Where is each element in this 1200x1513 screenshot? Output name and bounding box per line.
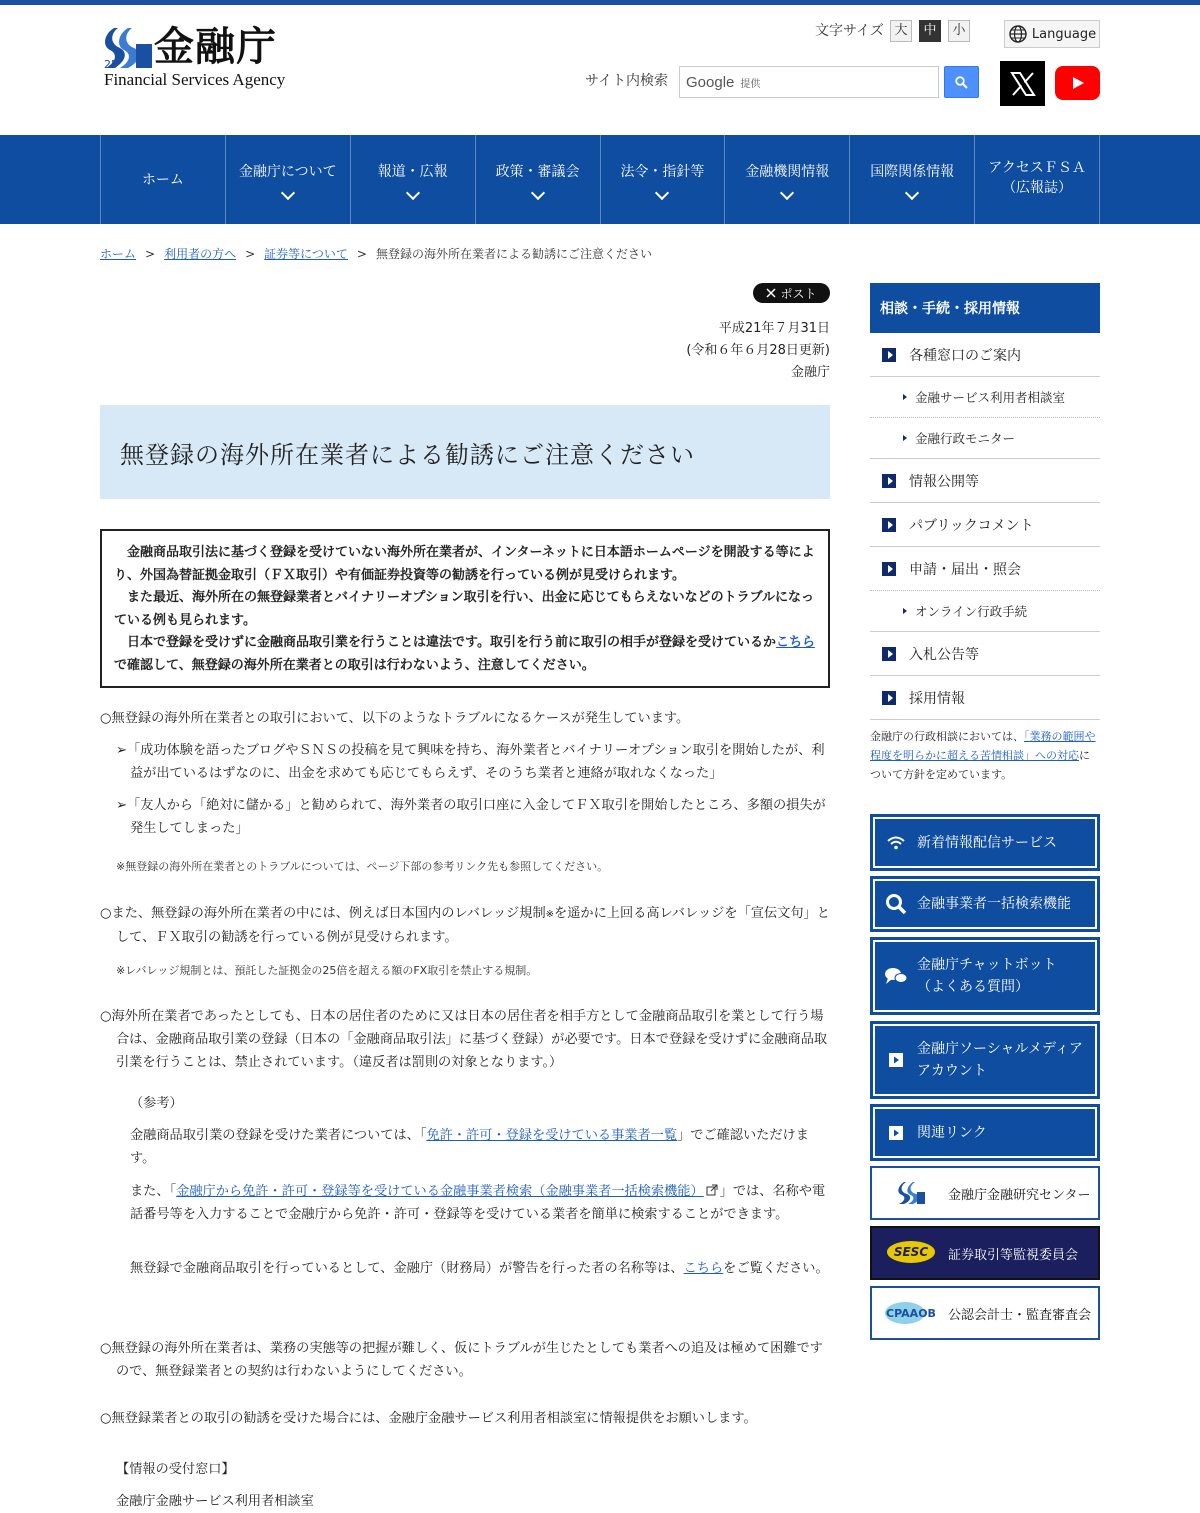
link-label: 金融庁金融研究センター bbox=[948, 1187, 1091, 1203]
breadcrumb-separator: > bbox=[145, 247, 156, 261]
fsa-logo-mark bbox=[100, 24, 152, 70]
arrow-icon bbox=[885, 1126, 907, 1140]
note-text: 金融庁の行政相談においては、 bbox=[870, 730, 1024, 743]
reference-text: 金融商品取引業の登録を受けた業者については、「 bbox=[130, 1128, 427, 1143]
reference-text: 」でご確認いただけます。 bbox=[130, 1128, 809, 1166]
chevron-down-icon bbox=[530, 185, 544, 199]
svg-text:25: 25 bbox=[104, 58, 118, 71]
notice-paragraph: また最近、海外所在の無登録業者とバイナリーオプション取引を行い、出金に応じてもらえないなどのトラブルになっている例も見られます。 bbox=[114, 590, 815, 628]
operator-search-button[interactable] bbox=[870, 876, 1100, 932]
global-nav-items bbox=[100, 135, 1100, 224]
button-label: 金融事業者一括検索機能 bbox=[917, 896, 1071, 912]
button-label: 新着情報配信サービス bbox=[917, 834, 1057, 851]
logo-english-name: Financial Services Agency bbox=[104, 70, 286, 89]
sidebar-heading: 相談・手続・採用情報 bbox=[870, 283, 1100, 333]
x-logo-icon bbox=[1009, 70, 1037, 98]
reference-paragraph bbox=[130, 1180, 830, 1226]
nav-label: ホーム bbox=[141, 171, 184, 188]
nav-item-access-fsa[interactable] bbox=[975, 135, 1100, 224]
svg-text:CPAAOB: CPAAOB bbox=[886, 1307, 936, 1320]
breadcrumb-securities[interactable]: 証券等について bbox=[264, 247, 348, 261]
nav-item-institutions[interactable] bbox=[725, 135, 850, 224]
warning-notice-box bbox=[100, 529, 830, 688]
nav-label: 金融機関情報 bbox=[745, 163, 830, 180]
chatbot-button[interactable] bbox=[870, 937, 1100, 1015]
sidebar-item-bidding[interactable] bbox=[870, 632, 1100, 676]
breadcrumb-users[interactable]: 利用者の方へ bbox=[164, 247, 237, 261]
nav-item-press[interactable] bbox=[351, 135, 476, 224]
font-size-label: 文字サイズ bbox=[815, 23, 884, 39]
operator-search-link[interactable]: 金融庁から免許・許可・登録等を受けている金融事業者検索（金融事業者一括検索機能） bbox=[176, 1184, 704, 1199]
section-text: を遥かに上回る高レバレッジを「宣伝文句」として、ＦＸ取引の勧誘を行っている例が見受けられます。 bbox=[116, 906, 830, 945]
contact-label: 【情報の受付窓口】 bbox=[116, 1462, 235, 1477]
chat-icon bbox=[885, 966, 907, 986]
reference-paragraph bbox=[130, 1257, 830, 1280]
link-label: 証券取引等監視委員会 bbox=[948, 1247, 1079, 1263]
chevron-down-icon bbox=[406, 185, 420, 199]
sidebar-item-label: 採用情報 bbox=[909, 690, 965, 707]
arrow-square-icon bbox=[882, 474, 896, 488]
button-label: 関連リンク bbox=[917, 1124, 987, 1141]
triangle-icon bbox=[903, 435, 907, 441]
sidebar-policy-note bbox=[870, 727, 1100, 784]
breadcrumb bbox=[100, 245, 652, 262]
nav-item-international[interactable] bbox=[850, 135, 975, 224]
updated-date: (令和６年６月28日更新) bbox=[686, 343, 830, 358]
svg-text:SESC: SESC bbox=[893, 1245, 929, 1259]
section-note: ※レバレッジ規制とは、預託した証拠金の25倍を超える額のFX取引を禁止する規制。 bbox=[116, 964, 538, 977]
notice-paragraph bbox=[114, 632, 816, 677]
x-post-button[interactable] bbox=[753, 283, 830, 303]
publish-info bbox=[686, 318, 830, 384]
sidebar-subitem-monitor[interactable] bbox=[870, 418, 1100, 459]
notice-paragraph: 金融商品取引法に基づく登録を受けていない海外所在業者が、インターネットに日本語ホームページを開設する等により、外国為替証拠金取引（ＦＸ取引）や有価証券投資等の勧誘を行っている例が見受けられます。 bbox=[114, 545, 815, 583]
section-report: ○無登録業者との取引の勧誘を受けた場合には、金融庁金融サービス利用者相談室に情報提供をお願いします。 bbox=[100, 1411, 757, 1426]
sidebar-subitem-consultation[interactable] bbox=[870, 377, 1100, 418]
sesc-link[interactable] bbox=[870, 1226, 1100, 1280]
google-logo: Google bbox=[686, 73, 735, 91]
nav-label: アクセスＦＳＡ （広報誌） bbox=[988, 159, 1086, 196]
page-title-box bbox=[100, 405, 830, 499]
font-size-large-button[interactable]: 大 bbox=[890, 20, 912, 42]
link-label: 公認会計士・監査審査会 bbox=[948, 1307, 1092, 1323]
breadcrumb-home[interactable]: ホーム bbox=[100, 247, 137, 261]
font-size-small-button[interactable]: 小 bbox=[948, 20, 970, 42]
font-size-medium-button[interactable]: 中 bbox=[919, 20, 941, 42]
research-center-link[interactable] bbox=[870, 1166, 1100, 1220]
site-logo[interactable] bbox=[100, 22, 300, 92]
reference-text: 無登録で金融商品取引を行っているとして、金融庁（財務局）が警告を行った者の名称等は、 bbox=[130, 1261, 684, 1276]
sidebar-item-label: 各種窓口のご案内 bbox=[909, 347, 1021, 364]
social-media-button[interactable] bbox=[870, 1021, 1100, 1099]
notice-text: 日本で登録を受けずに金融商品取引業を行うことは違法です。取引を行う前に取引の相手が登録を受けているか bbox=[127, 635, 776, 650]
chevron-down-icon bbox=[281, 185, 295, 199]
complaint-policy-link[interactable]: 「業務の範囲や程度を明らかに超える苦情相談」への対応 bbox=[870, 730, 1096, 762]
nav-item-about[interactable] bbox=[226, 135, 351, 224]
language-label: Language bbox=[1031, 26, 1097, 42]
note-mark: ※ bbox=[545, 909, 555, 920]
globe-icon bbox=[1008, 24, 1028, 44]
youtube-button[interactable] bbox=[1055, 66, 1100, 100]
arrow-square-icon bbox=[882, 691, 896, 705]
breadcrumb-current: 無登録の海外所在業者による勧誘にご注意ください bbox=[375, 247, 652, 261]
publish-date: 平成21年７月31日 bbox=[718, 321, 830, 336]
contact-name: 金融庁金融サービス利用者相談室 bbox=[116, 1494, 314, 1509]
search-icon bbox=[885, 893, 907, 915]
fsa-logo-mark bbox=[882, 1180, 940, 1206]
news-delivery-button[interactable] bbox=[870, 814, 1100, 871]
reference-text: をご覧ください。 bbox=[723, 1261, 829, 1276]
section-leverage bbox=[100, 902, 830, 949]
sidebar-item-recruitment[interactable] bbox=[870, 676, 1100, 720]
note-text: について方針を定めています。 bbox=[870, 749, 1090, 781]
breadcrumb-separator: > bbox=[245, 247, 256, 261]
section-troubles: ○無登録の海外所在業者との取引において、以下のようなトラブルになるケースが発生しています。 bbox=[100, 711, 690, 726]
chevron-down-icon bbox=[780, 185, 794, 199]
arrow-square-icon bbox=[882, 562, 896, 576]
arrow-square-icon bbox=[882, 518, 896, 532]
cpaaob-link[interactable] bbox=[870, 1286, 1100, 1340]
x-social-button[interactable] bbox=[1000, 61, 1045, 106]
search-button[interactable] bbox=[944, 66, 979, 98]
nav-label: 報道・広報 bbox=[377, 163, 448, 180]
nav-label: 法令・指針等 bbox=[620, 163, 705, 180]
sidebar-item-label: 金融サービス利用者相談室 bbox=[915, 390, 1066, 405]
triangle-icon bbox=[903, 608, 907, 614]
breadcrumb-separator: > bbox=[356, 247, 367, 261]
registration-check-link[interactable]: こちら bbox=[775, 635, 815, 650]
triangle-icon bbox=[903, 394, 907, 400]
reference-text: 」では、名称や電話番号等を入力することで金融庁から免許・許可・登録等を受けている業者を簡単に検索することができます。 bbox=[130, 1184, 826, 1222]
sidebar-item-disclosure[interactable] bbox=[870, 459, 1100, 503]
arrow-icon bbox=[885, 1053, 907, 1067]
warned-operators-link[interactable]: こちら bbox=[683, 1261, 724, 1276]
sidebar-menu bbox=[870, 333, 1100, 720]
nav-item-home[interactable] bbox=[101, 135, 226, 224]
sesc-logo bbox=[882, 1240, 940, 1266]
google-provided-label: 提供 bbox=[740, 78, 761, 90]
case-bullet: ➢「友人から「絶対に儲かる」と勧められて、海外業者の取引口座に入金してＦＸ取引を開始したところ、多額の損失が発生してしまった」 bbox=[116, 798, 826, 836]
button-label: 金融庁ソーシャルメディア アカウント bbox=[917, 1041, 1083, 1079]
nav-item-laws[interactable] bbox=[601, 135, 726, 224]
sidebar-item-public-comment[interactable] bbox=[870, 503, 1100, 547]
sidebar-item-label: 入札公告等 bbox=[909, 646, 979, 663]
section-registration: ○海外所在業者であったとしても、日本の居住者のために又は日本の居住者を相手方として金融商品取引を業として行う場合は、金融商品取引業の登録（日本の「金融商品取引法」に基づく登録）が必要です。日本で登録を受けずに金融商品取引業を行うことは、禁止されています。（違反者は罰則の対象となります。） bbox=[100, 1009, 828, 1070]
cpaaob-logo bbox=[882, 1301, 940, 1325]
search-label: サイト内検索 bbox=[585, 73, 669, 89]
sidebar-item-label: パブリックコメント bbox=[909, 517, 1034, 534]
search-icon bbox=[955, 76, 968, 89]
x-logo-icon bbox=[766, 288, 776, 298]
arrow-square-icon bbox=[882, 348, 896, 362]
sidebar-item-applications[interactable] bbox=[870, 547, 1100, 591]
chevron-down-icon bbox=[905, 185, 919, 199]
top-accent-bar bbox=[0, 0, 1200, 5]
case-bullet: ➢「成功体験を語ったブログやＳＮＳの投稿を見て興味を持ち、海外業者とバイナリーオプション取引を開始したが、利益が出ているはずなのに、出金を求めても応じてもらえず、そのうち業者と連絡が取れなくなった」 bbox=[116, 743, 825, 781]
notice-text: で確認して、無登録の海外所在業者との取引は行わないよう、注意してください。 bbox=[114, 657, 595, 673]
page-title: 無登録の海外所在業者による勧誘にご注意ください bbox=[120, 441, 695, 469]
arrow-square-icon bbox=[882, 647, 896, 661]
section-difficulty: ○無登録の海外所在業者は、業務の実態等の把握が難しく、仮にトラブルが生じたとしても業者への追及は極めて困難ですので、無登録業者との契約は行わないようにしてください。 bbox=[100, 1341, 823, 1379]
reference-paragraph bbox=[130, 1124, 830, 1170]
sidebar-item-label: 情報公開等 bbox=[909, 473, 979, 490]
section-note: ※無登録の海外所在業者とのトラブルについては、ページ下部の参考リンク先も参照してください。 bbox=[116, 860, 609, 873]
related-links-button[interactable] bbox=[870, 1104, 1100, 1161]
sidebar-item-label: オンライン行政手続 bbox=[915, 604, 1028, 619]
sidebar-item-label: 金融行政モニター bbox=[915, 431, 1016, 446]
external-link-icon bbox=[706, 1184, 718, 1196]
nav-label: 国際関係情報 bbox=[870, 163, 955, 180]
sidebar-subitem-online[interactable] bbox=[870, 591, 1100, 632]
sidebar-item-label: 申請・届出・照会 bbox=[909, 561, 1021, 578]
language-button[interactable] bbox=[1004, 20, 1100, 48]
global-nav bbox=[0, 135, 1200, 224]
author: 金融庁 bbox=[790, 365, 830, 380]
nav-item-policy[interactable] bbox=[476, 135, 601, 224]
youtube-play-icon bbox=[1071, 76, 1085, 90]
sidebar-item-contacts[interactable] bbox=[870, 333, 1100, 377]
reference-text: また、「 bbox=[130, 1184, 177, 1199]
wifi-icon bbox=[885, 835, 907, 851]
section-text: ○また、無登録の海外所在業者の中には、例えば日本国内のレバレッジ規制 bbox=[100, 906, 546, 921]
licensed-operators-list-link[interactable]: 免許・許可・登録を受けている事業者一覧 bbox=[426, 1128, 678, 1143]
logo-title: 金融庁 bbox=[154, 23, 277, 70]
search-input[interactable] bbox=[679, 66, 939, 98]
nav-label: 政策・審議会 bbox=[495, 163, 580, 180]
post-label: ポスト bbox=[780, 286, 817, 301]
reference-label: （参考） bbox=[130, 1096, 183, 1111]
button-label: 金融庁チャットボット （よくある質問） bbox=[917, 957, 1057, 995]
chevron-down-icon bbox=[655, 185, 669, 199]
nav-label: 金融庁について bbox=[238, 163, 337, 180]
